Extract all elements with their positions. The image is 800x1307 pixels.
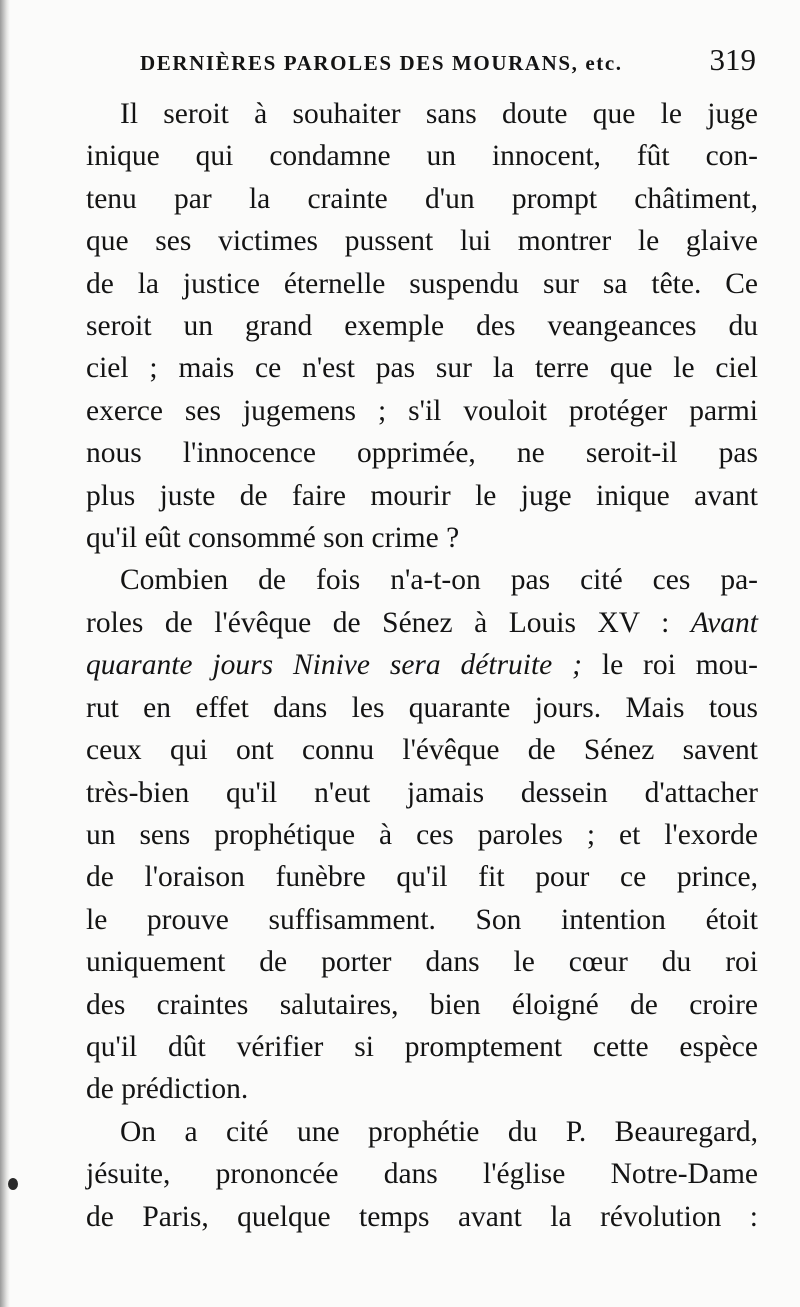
text-line: le prouve suffisamment. Son intention étoit xyxy=(86,903,758,936)
quotation-italic: quarante jours Ninive sera détruite ; xyxy=(86,649,582,682)
text-line xyxy=(86,602,758,644)
paragraph-3 xyxy=(86,1111,758,1238)
text-line: que ses victimes pussent lui montrer le glaive xyxy=(86,225,758,258)
page-body xyxy=(86,93,758,1238)
text-line: de Paris, quelque temps avant la révolution : xyxy=(86,1200,758,1233)
text-line: Il seroit à souhaiter sans doute que le juge xyxy=(120,98,758,130)
text-run: le roi mou- xyxy=(582,649,758,682)
text-line: un sens prophétique à ces paroles ; et l'exorde xyxy=(86,818,758,851)
paragraph-1 xyxy=(86,93,758,559)
text-line: Combien de fois n'a-t-on pas cité ces pa- xyxy=(120,564,758,597)
text-line: On a cité une prophétie du P. Beauregard, xyxy=(120,1115,758,1148)
text-line: rut en effet dans les quarante jours. Mais tous xyxy=(86,691,758,724)
text-line: très-bien qu'il n'eut jamais dessein d'attacher xyxy=(86,776,758,809)
text-line: de l'oraison funèbre qu'il fit pour ce prince, xyxy=(86,861,758,894)
text-line: jésuite, prononcée dans l'église Notre-Dame xyxy=(86,1158,758,1191)
page-gutter-shadow xyxy=(0,0,10,1307)
text-line: de la justice éternelle suspendu sur sa tête. Ce xyxy=(86,267,758,300)
text-line: seroit un grand exemple des veangeances du xyxy=(86,310,758,343)
text-line: des craintes salutaires, bien éloigné de croire xyxy=(86,988,758,1021)
quotation-italic: Avant xyxy=(690,606,758,639)
text-run: roles de l'évêque de Sénez à Louis XV : xyxy=(86,606,691,639)
text-line: ciel ; mais ce n'est pas sur la terre que le ciel xyxy=(86,352,758,385)
text-line: tenu par la crainte d'un prompt châtiment, xyxy=(86,182,758,215)
text-line: qu'il eût consommé son crime ? xyxy=(86,522,460,555)
running-title: DERNIÈRES PAROLES DES MOURANS, etc. xyxy=(140,51,623,75)
text-line: inique qui condamne un innocent, fût con- xyxy=(86,140,758,173)
running-header xyxy=(140,42,756,92)
page-number: 319 xyxy=(709,42,756,77)
text-line: exerce ses jugemens ; s'il vouloit protéger parmi xyxy=(86,394,758,427)
text-line: de prédiction. xyxy=(86,1073,249,1106)
text-line: plus juste de faire mourir le juge inique avant xyxy=(86,479,758,512)
paragraph-2 xyxy=(86,559,758,1110)
text-line: uniquement de porter dans le cœur du roi xyxy=(86,946,758,979)
ink-speck xyxy=(8,1178,18,1190)
text-line: ceux qui ont connu l'évêque de Sénez savent xyxy=(86,734,758,767)
text-line: qu'il dût vérifier si promptement cette espèce xyxy=(86,1030,758,1063)
text-line: nous l'innocence opprimée, ne seroit-il pas xyxy=(86,437,758,470)
text-line xyxy=(86,644,758,686)
